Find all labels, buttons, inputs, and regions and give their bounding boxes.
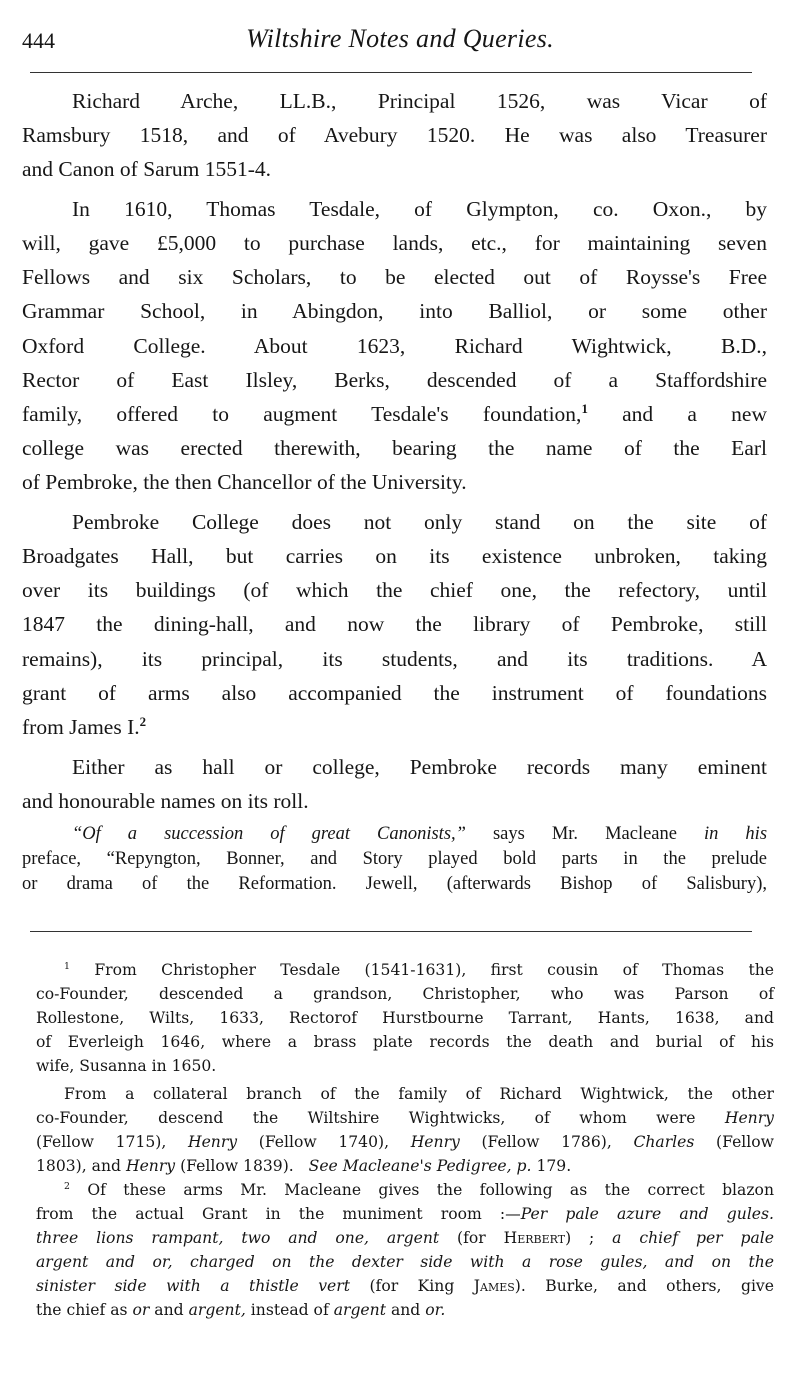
text-span: 1803), and — [36, 1157, 122, 1175]
text-line: Richard Arche, LL.B., Principal 1526, was Vicar of — [72, 89, 767, 113]
text-line: of Everleigh 1646, where a brass plate records the death and burial of his — [36, 1033, 774, 1051]
text-line: In 1610, Thomas Tesdale, of Glympton, co. Oxon., by — [72, 197, 767, 221]
text-span: instead of — [250, 1301, 329, 1319]
text-span: (for King — [369, 1277, 455, 1295]
text-span: or. — [425, 1301, 446, 1319]
text-line: and Canon of Sarum 1551-4. — [22, 157, 272, 181]
text-line: Rollestone, Wilts, 1633, Rectorof Hurstbourne Tarrant, Hants, 1638, and — [36, 1009, 774, 1027]
text-span: sinister side with a thistle vert — [36, 1277, 350, 1295]
text-line — [36, 1132, 774, 1153]
text-line: grant of arms also accompanied the instrument of foundations — [22, 681, 767, 705]
footnote-rule — [30, 931, 752, 932]
text-line: remains), its principal, its students, and its traditions. A — [22, 647, 767, 671]
text-line: preface, “Repyngton, Bonner, and Story played bold parts in the prelude — [22, 849, 767, 869]
text-span: James — [473, 1277, 515, 1295]
text-span: and a new — [622, 402, 767, 426]
text-span: says Mr. Macleane — [492, 824, 677, 844]
text-line: will, gave £5,000 to purchase lands, etc., for maintaining seven — [22, 231, 767, 255]
text-span: a chief per pale — [612, 1229, 774, 1247]
page-header — [0, 0, 800, 80]
text-line — [36, 1204, 774, 1225]
text-span: Per pale azure and gules. — [520, 1205, 774, 1223]
text-line: Broadgates Hall, but carries on its existence unbroken, taking — [22, 544, 767, 568]
text-line — [64, 1180, 774, 1201]
text-line: or drama of the Reformation. Jewell, (afterwards Bishop of Salisbury), — [22, 874, 767, 894]
text-line: college was erected therewith, bearing the name of the Earl — [22, 436, 767, 460]
text-span: From Christopher Tesdale (1541-1631), first cousin of Thomas the — [94, 961, 774, 979]
text-span: argent — [333, 1301, 386, 1319]
text-line — [36, 1156, 774, 1177]
text-span: argent, — [188, 1301, 246, 1319]
text-line: Either as hall or college, Pembroke records many eminent — [72, 755, 767, 779]
text-span: three lions rampant, — [36, 1229, 224, 1247]
text-line — [72, 823, 767, 845]
text-span: argent — [386, 1229, 440, 1247]
text-line — [36, 1300, 774, 1321]
text-span: co-Founder, descend the Wiltshire Wightwicks, of whom were — [36, 1109, 696, 1127]
text-span: Henry — [410, 1133, 460, 1151]
text-span: or — [132, 1301, 150, 1319]
text-line: Fellows and six Scholars, to be elected out of Roysse's Free — [22, 265, 767, 289]
text-line: 1847 the dining-hall, and now the library of Pembroke, still — [22, 612, 767, 636]
text-span: Henry — [724, 1109, 774, 1127]
text-span: the chief as — [36, 1301, 128, 1319]
text-span: (Fellow — [716, 1133, 775, 1151]
text-line — [36, 1228, 774, 1249]
text-line: over its buildings (of which the chief one, the refectory, until — [22, 578, 767, 602]
text-span: Henry — [125, 1157, 176, 1175]
footnote-marker-2: 2 — [64, 1180, 70, 1192]
text-span: argent and or, charged on the dexter side with a rose gules, and on the — [36, 1253, 774, 1271]
text-span: 179. — [536, 1157, 572, 1175]
text-line — [36, 1276, 774, 1297]
text-line — [64, 960, 774, 981]
text-span: Henry — [187, 1133, 238, 1151]
text-span: two and one, — [241, 1229, 370, 1247]
text-span: (Fellow 1839). — [180, 1157, 294, 1175]
text-line: From a collateral branch of the family of Richard Wightwick, the other — [64, 1085, 774, 1103]
text-span: (Fellow 1786), — [481, 1133, 612, 1151]
text-line: Grammar School, in Abingdon, into Balliol, or some other — [22, 299, 767, 323]
see-reference: See Macleane's Pedigree, p. — [308, 1157, 532, 1175]
text-line: Rector of East Ilsley, Berks, descended of a Staffordshire — [22, 368, 767, 392]
footnote-ref-1[interactable]: 1 — [581, 401, 588, 416]
text-span: Herbert — [503, 1229, 566, 1247]
text-span: Charles — [633, 1133, 695, 1151]
text-line: and honourable names on its roll. — [22, 789, 309, 813]
text-span: family, offered to augment Tesdale's foundation, — [22, 402, 582, 426]
text-span: (for — [457, 1229, 486, 1247]
text-span: ) ; — [565, 1229, 595, 1247]
text-line: co-Founder, descended a grandson, Christopher, who was Parson of — [36, 985, 774, 1003]
page-number: 444 — [22, 28, 55, 53]
text-span: (Fellow 1715), — [36, 1133, 167, 1151]
text-line: wife, Susanna in 1650. — [36, 1057, 217, 1075]
running-title: Wiltshire Notes and Queries. — [246, 24, 554, 53]
text-span: and — [154, 1301, 184, 1319]
text-line: Ramsbury 1518, and of Avebury 1520. He was also Treasurer — [22, 123, 767, 147]
text-line: Oxford College. About 1623, Richard Wightwick, B.D., — [22, 334, 767, 358]
text-span: Of these arms Mr. Macleane gives the following as the correct blazon — [87, 1181, 774, 1199]
text-line — [22, 714, 767, 740]
text-line — [36, 1108, 774, 1129]
text-span: from the actual Grant in the muniment room :— — [36, 1205, 521, 1223]
text-line: Pembroke College does not only stand on the site of — [72, 510, 767, 534]
text-line — [22, 401, 767, 427]
footnote-ref-2[interactable]: 2 — [139, 714, 147, 729]
text-span: from James I. — [22, 715, 140, 739]
text-line — [36, 1252, 774, 1273]
text-span: in his — [704, 824, 768, 844]
header-rule — [30, 72, 752, 73]
footnote-marker-1: 1 — [64, 960, 70, 972]
text-span: and — [390, 1301, 421, 1319]
quote-italic: “Of a succession of great Canonists,” — [72, 824, 466, 844]
text-span: (Fellow 1740), — [258, 1133, 390, 1151]
text-span: ). Burke, and others, give — [514, 1277, 774, 1295]
text-line: of Pembroke, the then Chancellor of the University. — [22, 470, 467, 494]
